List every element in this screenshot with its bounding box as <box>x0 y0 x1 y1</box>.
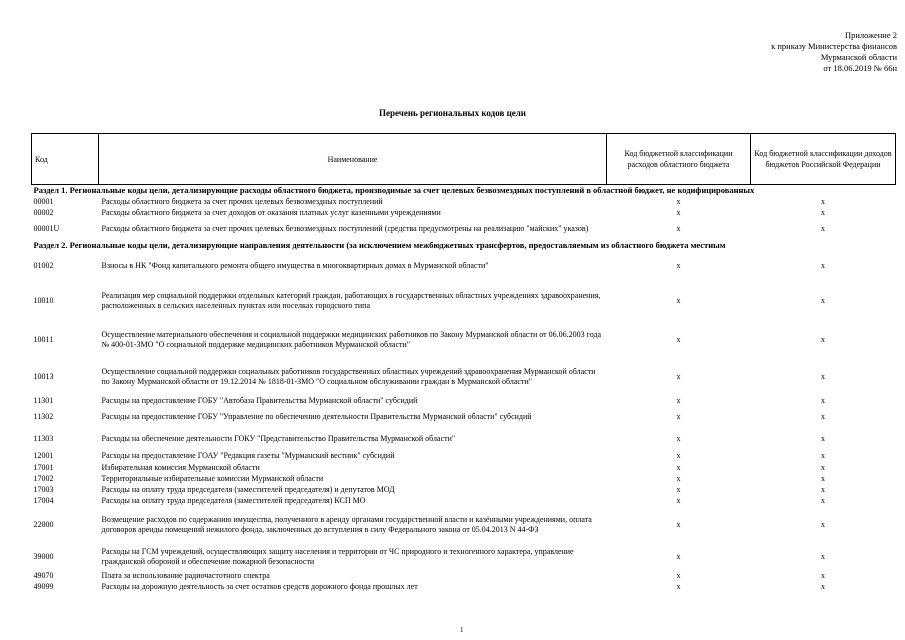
column-header-code: Код <box>32 134 99 185</box>
code-cell: 10011 <box>33 334 54 344</box>
approval-line-4: от 18.06.2019 № 66н <box>823 63 897 73</box>
name-cell: Реализация мер социальной поддержки отдельных категорий граждан, работающих в государственных областных учреждениях здравоохранения, расположенных в сельских населенных пунктах или поселках городского типа <box>101 291 601 310</box>
kbk-income-cell: x <box>821 473 825 483</box>
kbk-income-cell: x <box>821 334 825 344</box>
kbk-expenses-cell: x <box>676 570 681 580</box>
table-row <box>32 484 896 495</box>
table-row <box>32 473 896 484</box>
kbk-income-cell: x <box>821 551 825 561</box>
approval-line-1: Приложение 2 <box>845 30 897 40</box>
kbk-expenses-cell: x <box>676 196 681 206</box>
table-row <box>32 218 896 240</box>
page-number: 1 <box>460 626 464 634</box>
approval-line-3: Мурманской области <box>820 52 897 62</box>
code-cell: 17004 <box>33 495 54 505</box>
kbk-income-cell: x <box>821 581 825 591</box>
approval-header <box>771 30 897 74</box>
section-row <box>32 185 896 197</box>
table-row <box>32 406 896 428</box>
column-header-kbk-expenses: Код бюджетной классификации расходов областного бюджета <box>607 134 751 185</box>
kbk-expenses-cell: x <box>676 412 681 421</box>
kbk-income-cell: x <box>821 371 825 381</box>
kbk-income-cell: x <box>821 484 825 494</box>
document-title: Перечень региональных кодов цели <box>378 108 526 118</box>
name-cell: Избирательная комиссия Мурманской области <box>101 462 260 472</box>
table-row <box>32 207 896 218</box>
section-title: Раздел 1. Региональные коды цели, детализирующие расходы областного бюджета, производимые за счет целевых безвозмездных поступлений в областной бюджет, не кодифицированных <box>33 185 755 195</box>
kbk-expenses-cell: x <box>676 261 681 270</box>
kbk-expenses-cell: x <box>676 473 681 483</box>
table-row <box>32 495 896 506</box>
kbk-expenses-cell: x <box>676 462 681 472</box>
name-cell: Расходы на предоставление ГОАУ "Редакция газеты "Мурманский вестник" субсидий <box>101 451 395 460</box>
kbk-expenses-cell: x <box>676 551 681 561</box>
kbk-income-cell: x <box>821 451 825 460</box>
kbk-expenses-cell: x <box>676 434 681 443</box>
kbk-expenses-cell: x <box>676 371 681 381</box>
table-row <box>32 196 896 207</box>
approval-line-2: к приказу Министерства финансов <box>771 41 897 51</box>
kbk-expenses-cell: x <box>676 296 681 305</box>
kbk-income-cell: x <box>821 462 825 472</box>
table-header-row <box>32 134 896 185</box>
code-cell: 17003 <box>33 484 54 494</box>
kbk-income-cell: x <box>821 519 825 529</box>
kbk-income-cell: x <box>821 395 825 405</box>
kbk-expenses-cell: x <box>676 519 681 529</box>
name-cell: Осуществление материального обеспечения и социальной поддержки медицинских работников по Закону Мурманской области от 06.06.2003 года № 400-01-ЗМО "О социальной поддержке медицинских работников Мурманской области" <box>101 329 602 349</box>
code-cell: 11303 <box>33 434 54 443</box>
name-cell: Расходы на оплату труда председателя (заместителей председателя) КСП МО <box>101 495 366 505</box>
name-cell: Расходы на оплату труда председателя (заместителей председателя) и депутатов МОД <box>101 484 395 494</box>
column-header-kbk-income: Код бюджетной классификации доходов бюджетов Российской Федерации <box>751 134 896 185</box>
code-cell: 39000 <box>33 551 54 561</box>
table-row <box>32 428 896 450</box>
name-cell: Расходы на дорожную деятельность за счет остатков средств дорожного фонда прошлых лет <box>101 581 418 591</box>
table-row <box>32 450 896 462</box>
code-cell: 01002 <box>33 261 54 270</box>
kbk-expenses-cell: x <box>676 495 681 505</box>
code-cell: 49099 <box>33 581 54 591</box>
name-cell: Плата за использование радиочастотного спектра <box>101 570 270 580</box>
code-cell: 17002 <box>33 473 54 483</box>
table-row <box>32 462 896 473</box>
kbk-expenses-cell: x <box>676 207 681 217</box>
name-cell: Осуществление социальной поддержки социальных работников государственных областных учреждений здравоохранения Мурманской области по Закону Мурманской области от 19.12.2014 № 1818-01-ЗМО "О социальном обслуживании граждан в Мурманской области" <box>101 366 596 386</box>
name-cell: Расходы на предоставление ГОБУ "Управление по обеспечению деятельности Правительства Мурманской области" субсидий <box>101 412 532 421</box>
table-row <box>32 581 896 592</box>
table-row <box>32 251 896 281</box>
kbk-income-cell: x <box>821 412 825 421</box>
table-row <box>32 358 896 395</box>
name-cell: Расходы областного бюджета за счет прочих целевых безвозмездных поступлений <box>101 196 383 206</box>
name-cell: Расходы на обеспечение деятельности ГОКУ "Представительство Правительства Мурманской области" <box>101 434 456 443</box>
kbk-expenses-cell: x <box>676 224 681 233</box>
kbk-expenses-cell: x <box>676 395 681 405</box>
code-cell: 11302 <box>33 412 54 421</box>
kbk-income-cell: x <box>821 495 825 505</box>
name-cell: Расходы на ГСМ учреждений, осуществляющих защиту населения и территории от ЧС природного и техногенного характера, управление гражданской обороной и обеспечение пожарной безопасности <box>101 546 574 566</box>
name-cell: Расходы на предоставление ГОБУ "Автобаза Правительства Мурманской области" субсидий <box>101 395 418 405</box>
table-body <box>32 185 896 593</box>
kbk-income-cell: x <box>821 207 825 217</box>
codes-table <box>31 133 896 592</box>
kbk-expenses-cell: x <box>676 451 681 460</box>
code-cell: 00001U <box>33 224 60 233</box>
table-row <box>32 321 896 358</box>
name-cell: Территориальные избирательные комиссии Мурманской области <box>101 473 324 483</box>
code-cell: 12001 <box>33 451 54 460</box>
name-cell: Возмещение расходов по содержанию имущества, полученного в аренду органами государственной власти и казёнными учреждениями, оплата договоров аренды помещений нежилого фонда, заключенных до вступления в силу Федерального закона от 05.04.2013 N 44-ФЗ <box>101 514 592 534</box>
code-cell: 00001 <box>33 196 54 206</box>
kbk-income-cell: x <box>821 296 825 305</box>
name-cell: Расходы областного бюджета за счет прочих целевых безвозмездных поступлений (средства предусмотрены на реализацию "майских" указов) <box>101 224 589 233</box>
code-cell: 10013 <box>33 371 54 381</box>
table-row <box>32 506 896 543</box>
table-row <box>32 395 896 406</box>
code-cell: 00002 <box>33 207 54 217</box>
table-row <box>32 570 896 581</box>
kbk-income-cell: x <box>821 570 825 580</box>
kbk-expenses-cell: x <box>676 484 681 494</box>
table-row <box>32 281 896 321</box>
code-cell: 11301 <box>33 395 54 405</box>
code-cell: 10010 <box>33 296 54 305</box>
name-cell: Взносы в НК "Фонд капитального ремонта общего имущества в многоквартирных домах в Мурманской области" <box>101 261 489 270</box>
table-row <box>32 543 896 570</box>
kbk-income-cell: x <box>821 434 825 443</box>
kbk-expenses-cell: x <box>676 581 681 591</box>
section-title: Раздел 2. Региональные коды цели, детализирующие направления деятельности (за исключением межбюджетных трансфертов, предоставляемым из областного бюджета местным <box>33 240 726 250</box>
code-cell: 49070 <box>33 570 54 580</box>
name-cell: Расходы областного бюджета за счет доходов от оказания платных услуг казенными учреждениями <box>101 207 441 217</box>
column-header-name: Наименование <box>99 134 607 185</box>
kbk-income-cell: x <box>821 224 825 233</box>
code-cell: 17001 <box>33 462 54 472</box>
kbk-income-cell: x <box>821 261 825 270</box>
section-row <box>32 240 896 251</box>
code-cell: 22000 <box>33 519 54 529</box>
kbk-income-cell: x <box>821 196 825 206</box>
kbk-expenses-cell: x <box>676 334 681 344</box>
